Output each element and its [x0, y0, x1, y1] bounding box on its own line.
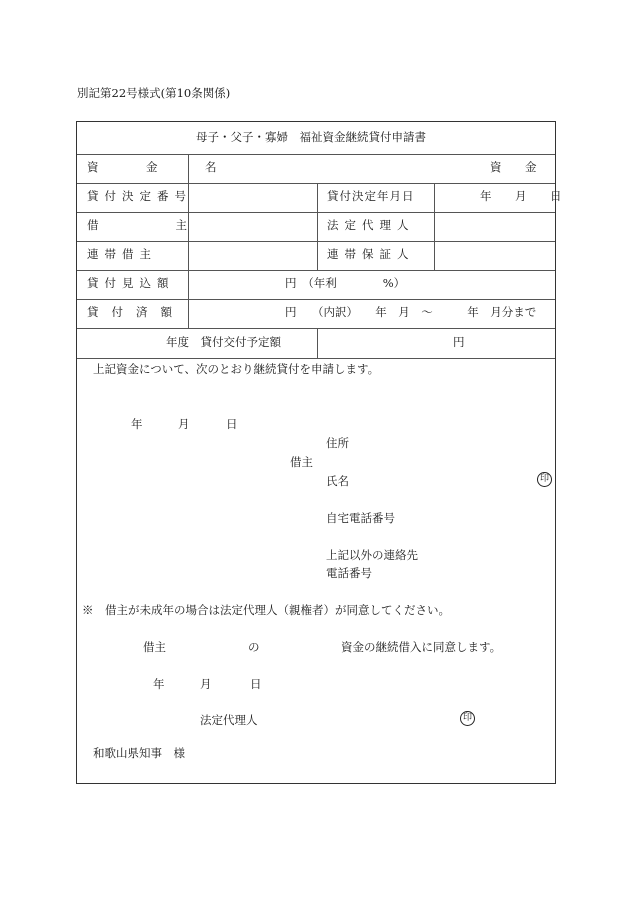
decision-number-label: 貸付決定番号: [87, 189, 192, 203]
row-divider: [77, 299, 555, 300]
expected-amount-label: 貸付見込額: [87, 276, 175, 290]
home-phone-label: 自宅電話番号: [326, 511, 395, 525]
date-month: 月: [178, 417, 190, 431]
joint-borrower-label: 連帯借主: [87, 247, 157, 261]
seal-mark-icon: 印: [537, 472, 552, 487]
form-title: 母子・父子・寡婦 福祉資金継続貸付申請書: [196, 130, 426, 144]
scheduled-amount-label: 年度 貸付交付予定額: [166, 335, 281, 349]
seal-mark-icon: 印: [460, 711, 475, 726]
decision-date-label: 貸付決定年月日: [327, 189, 415, 203]
legal-representative-label: 法定代理人: [327, 218, 415, 232]
consent-no: の: [248, 640, 260, 654]
consent-day: 日: [250, 677, 262, 691]
consent-text: 資金の継続借入に同意します。: [341, 640, 502, 654]
consent-month: 月: [200, 677, 212, 691]
consent-year: 年: [153, 677, 165, 691]
applicant-borrower-label: 借主: [290, 455, 313, 469]
row-divider: [77, 154, 555, 155]
scheduled-amount-value: 円: [453, 335, 465, 349]
form-code: 別記第22号様式(第10条関係): [77, 86, 231, 100]
row-divider: [77, 270, 555, 271]
expected-amount-value: 円 （年利 %）: [285, 276, 406, 290]
joint-guarantor-label: 連帯保証人: [327, 247, 415, 261]
row-divider: [77, 328, 555, 329]
paid-amount-yen: 円: [285, 305, 297, 319]
date-year: 年: [131, 417, 143, 431]
column-divider: [317, 328, 318, 358]
row-divider: [77, 212, 555, 213]
consent-borrower: 借主: [143, 640, 166, 654]
date-day: 日: [226, 417, 238, 431]
row-divider: [77, 241, 555, 242]
legal-representative: 法定代理人: [200, 713, 258, 727]
row-divider: [77, 183, 555, 184]
column-divider: [434, 183, 435, 270]
column-divider: [317, 183, 318, 270]
phone-label: 電話番号: [326, 566, 372, 580]
borrower-label: 借 主: [87, 218, 205, 232]
address-label: 住所: [326, 436, 349, 450]
fund-name-label: 資 金 名: [87, 160, 235, 174]
paid-amount-label: 貸付済額: [87, 305, 185, 319]
name-label: 氏名: [326, 474, 349, 488]
paid-amount-breakdown: （内訳） 年 月 ～ 年 月分まで: [312, 305, 537, 319]
fund-suffix: 資 金: [490, 160, 543, 174]
column-divider: [188, 154, 189, 328]
addressee: 和歌山県知事 様: [93, 746, 185, 760]
decision-date-value: 年 月 日: [480, 189, 568, 203]
row-divider: [77, 358, 555, 359]
minor-note: ※ 借主が未成年の場合は法定代理人（親権者）が同意してください。: [82, 603, 450, 617]
application-statement: 上記資金について、次のとおり継続貸付を申請します。: [93, 362, 380, 376]
other-contact-label: 上記以外の連絡先: [326, 548, 418, 562]
